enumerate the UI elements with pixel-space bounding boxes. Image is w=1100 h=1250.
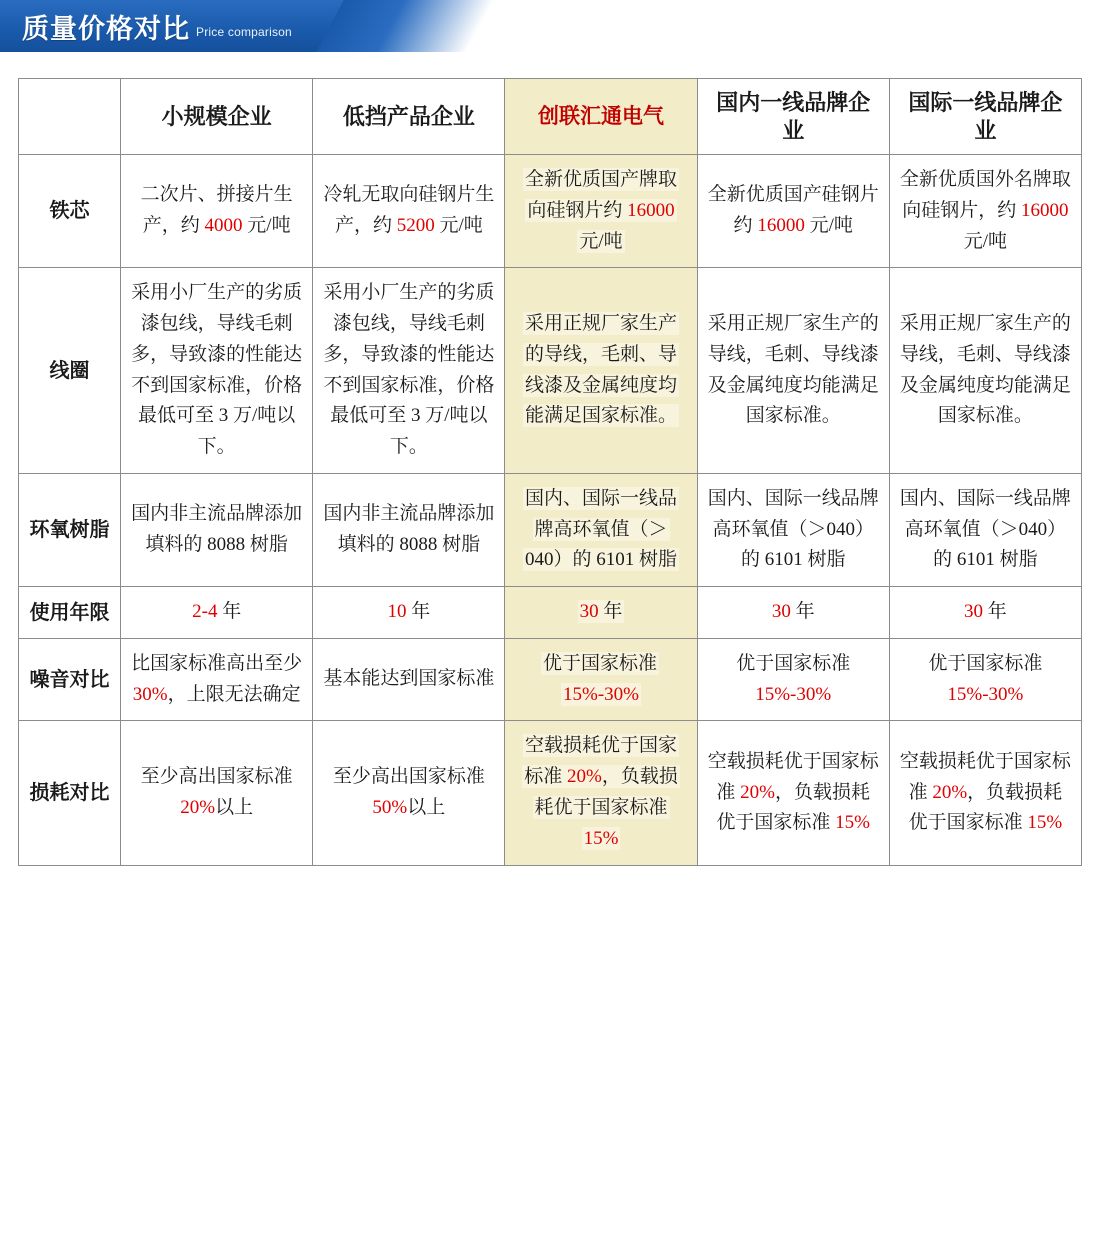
highlight-number: 15% [1027,812,1063,834]
column-header-5: 国际一线品牌企业 [889,79,1081,155]
cell-text: 国内、国际一线品牌高环氧值（＞040）的 6101 树脂 [525,487,678,571]
cell-text: 采用正规厂家生产的导线，毛刺、导线漆及金属纯度均能满足国家标准。 [707,313,879,427]
table-cell [697,473,889,586]
table-cell [889,721,1081,865]
page-title: 质量价格对比 [22,13,190,44]
highlight-number: 30 [771,601,791,623]
table-cell [313,587,505,639]
highlight-number: 16000 [757,215,805,237]
cell-text: 至少高出国家标准 50%以上 [332,766,485,819]
cell-text: 空载损耗优于国家标准 20%，负载损耗优于国家标准 15% [707,750,879,834]
column-header-1: 小规模企业 [121,79,313,155]
highlight-number: 20% [932,781,968,803]
table-cell [889,155,1081,268]
cell-text: 优于国家标准 15%-30% [543,652,658,705]
table-cell [889,638,1081,721]
table-cell [313,155,505,268]
table-cell [313,473,505,586]
cell-text: 30 年 [964,601,1007,623]
cell-text: 空载损耗优于国家标准 20%，负载损耗优于国家标准 15% [899,750,1071,834]
row-label-6: 损耗对比 [19,721,121,865]
highlight-number: 16000 [627,199,675,221]
table-header-row [19,79,1082,155]
table-row [19,587,1082,639]
column-header-2: 低挡产品企业 [313,79,505,155]
cell-text: 冷轧无取向硅钢片生产，约 5200 元/吨 [323,184,495,237]
highlight-number: 20% [180,797,216,819]
table-row [19,473,1082,586]
highlight-number: 10 [387,601,407,623]
cell-text: 优于国家标准 15%-30% [928,652,1043,705]
table-cell [121,155,313,268]
cell-text: 全新优质国外名牌取向硅钢片，约 16000 元/吨 [899,169,1071,252]
cell-text: 国内、国际一线品牌高环氧值（＞040）的 6101 树脂 [707,487,879,571]
table-cell [505,268,697,474]
table-cell [505,638,697,721]
table-row [19,721,1082,865]
table-cell [313,268,505,474]
cell-text: 采用正规厂家生产的导线，毛刺、导线漆及金属纯度均能满足国家标准。 [899,313,1071,427]
cell-text: 全新优质国产牌取向硅钢片约 16000 元/吨 [525,169,678,252]
highlight-number: 50% [372,797,408,819]
cell-text: 二次片、拼接片生产，约 4000 元/吨 [140,184,293,237]
highlight-number: 20% [566,766,602,788]
cell-text: 国内非主流品牌添加填料的 8088 树脂 [131,503,303,556]
cell-text: 全新优质国产硅钢片约 16000 元/吨 [707,184,879,237]
cell-text: 国内、国际一线品牌高环氧值（＞040）的 6101 树脂 [899,487,1071,571]
row-label-3: 环氧树脂 [19,473,121,586]
table-cell [889,268,1081,474]
highlight-number: 4000 [204,215,243,237]
highlight-number: 30 [964,601,983,623]
table-cell [505,473,697,586]
cell-text: 优于国家标准 15%-30% [736,652,851,705]
cell-text: 采用小厂生产的劣质漆包线，导线毛刺多，导致漆的性能达不到国家标准，价格最低可至 3 万/吨以下。 [131,282,303,458]
table-cell [313,638,505,721]
page-banner [0,0,1100,52]
table-cell [697,587,889,639]
table-cell [889,587,1081,639]
table-cell [697,155,889,268]
table-cell [313,721,505,865]
column-header-4: 国内一线品牌企业 [697,79,889,155]
highlight-number: 16000 [1021,199,1069,221]
table-cell [121,721,313,865]
cell-text: 至少高出国家标准 20%以上 [140,766,293,819]
comparison-table [18,78,1082,866]
table-cell [121,473,313,586]
cell-text: 采用小厂生产的劣质漆包线，导线毛刺多，导致漆的性能达不到国家标准，价格最低可至 3 万/吨以下。 [323,282,495,458]
table-cell [121,268,313,474]
table-row [19,638,1082,721]
table-cell [121,638,313,721]
highlight-number: 30% [132,683,168,705]
cell-text: 比国家标准高出至少 30%，上限无法确定 [131,652,303,705]
highlight-number: 20% [740,781,775,803]
table-row [19,155,1082,268]
cell-text: 10 年 [387,601,431,623]
row-label-5: 噪音对比 [19,638,121,721]
highlight-number: 15%-30% [947,683,1024,705]
cell-text: 基本能达到国家标准 [323,668,495,690]
row-label-2: 线圈 [19,268,121,474]
comparison-table-body [19,79,1082,866]
table-cell [697,268,889,474]
brand-column-title: 创联汇通电气 [538,105,665,129]
comparison-table-wrap [0,52,1100,866]
highlight-number: 15% [583,827,619,849]
row-label-1: 铁芯 [19,155,121,268]
table-cell [697,638,889,721]
table-cell [505,587,697,639]
table-cell [121,587,313,639]
highlight-number: 5200 [396,215,435,237]
highlight-number: 15%-30% [563,683,640,705]
cell-text: 空载损耗优于国家标准 20%，负载损耗优于国家标准 15% [524,735,678,849]
cell-text: 30 年 [771,601,815,623]
table-cell [889,473,1081,586]
table-cell [697,721,889,865]
banner-tail-shape [316,0,494,52]
cell-text: 30 年 [579,601,623,623]
column-header-3 [505,79,697,155]
highlight-number: 30 [579,601,599,623]
table-cell [505,721,697,865]
highlight-number: 15%-30% [755,683,832,705]
cell-text: 国内非主流品牌添加填料的 8088 树脂 [323,503,495,556]
row-label-4: 使用年限 [19,587,121,639]
table-cell [505,155,697,268]
cell-text: 采用正规厂家生产的导线，毛刺、导线漆及金属纯度均能满足国家标准。 [525,313,678,427]
table-row [19,268,1082,474]
header-corner-cell [19,79,121,155]
highlight-number: 15% [835,812,870,834]
cell-text: 2-4 年 [192,601,242,623]
page-subtitle: Price comparison [196,25,292,39]
highlight-number: 2-4 [192,601,218,623]
